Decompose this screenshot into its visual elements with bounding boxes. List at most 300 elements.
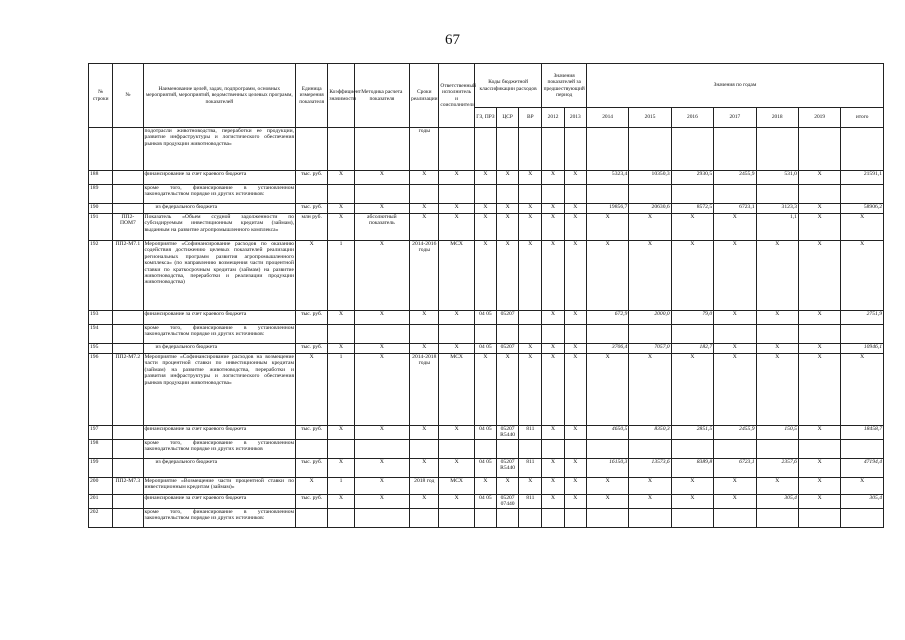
year-value-cell: 7057,0: [629, 344, 671, 354]
year-value-cell: [798, 128, 840, 171]
prev-2013-cell: X: [564, 344, 586, 354]
code-csr-cell: 05207: [496, 344, 518, 354]
prev-2012-cell: [542, 440, 564, 459]
name-cell: Мероприятие «Софинансирование расходов по оказанию содействия достижению целевых показателей реализации региональных программ развития агропромышленного комплекса» (по направлению возмещения части процентной ставки по краткосрочным кредитам (займам) на развитие животноводства, переработки и реализации продукции животноводства): [143, 241, 296, 311]
year-value-cell: X: [586, 214, 628, 241]
terms-cell: X: [410, 426, 439, 440]
terms-cell: X: [410, 311, 439, 325]
year-value-cell: [586, 325, 628, 344]
header-code-col: ГЗ, ПРЗ: [474, 108, 496, 128]
year-value-cell: 4650,5: [586, 426, 628, 440]
table-row: [89, 426, 884, 440]
year-value-cell: [671, 325, 713, 344]
code-gz-cell: 04 05: [474, 459, 496, 478]
year-value-cell: [586, 128, 628, 171]
year-value-cell: X: [756, 241, 798, 311]
header-method: Методика расчета показателя: [354, 64, 410, 128]
coefficient-cell: [328, 128, 354, 171]
year-value-cell: X: [586, 495, 628, 509]
year-value-cell: X: [798, 214, 840, 241]
year-value-cell: X: [671, 241, 713, 311]
item-code-cell: [113, 344, 143, 354]
prev-2012-cell: X: [542, 241, 564, 311]
item-code-cell: [113, 440, 143, 459]
code-gz-cell: 04 05: [474, 344, 496, 354]
table-row: [89, 344, 884, 354]
year-value-cell: [586, 440, 628, 459]
code-gz-cell: [474, 509, 496, 528]
year-value-cell: X: [671, 478, 713, 495]
terms-cell: [410, 440, 439, 459]
header-row-number: № строки: [89, 64, 113, 128]
code-gz-cell: [474, 440, 496, 459]
prev-2013-cell: [564, 440, 586, 459]
coefficient-cell: X: [328, 214, 354, 241]
responsible-cell: [439, 325, 474, 344]
coefficient-cell: [328, 325, 354, 344]
year-value-cell: 13573,6: [629, 459, 671, 478]
coefficient-cell: [328, 509, 354, 528]
code-csr-cell: X: [496, 214, 518, 241]
responsible-cell: МСХ: [439, 354, 474, 426]
code-gz-cell: 04 05: [474, 495, 496, 509]
coefficient-cell: 1: [328, 241, 354, 311]
terms-cell: [410, 509, 439, 528]
prev-2013-cell: X: [564, 204, 586, 214]
unit-cell: [296, 185, 328, 204]
header-coefficient: Коэффициент значимости: [328, 64, 354, 128]
item-code-cell: [113, 509, 143, 528]
name-cell: финансирование за счет краевого бюджета: [143, 171, 296, 185]
responsible-cell: X: [439, 311, 474, 325]
row-number-cell: 190: [89, 204, 113, 214]
coefficient-cell: X: [328, 495, 354, 509]
code-csr-cell: 05207 R5440: [496, 459, 518, 478]
coefficient-cell: X: [328, 344, 354, 354]
item-code-cell: [113, 204, 143, 214]
year-value-cell: [798, 440, 840, 459]
year-value-cell: 2455,9: [714, 426, 756, 440]
prev-2013-cell: X: [564, 311, 586, 325]
year-value-cell: 47194,4: [841, 459, 884, 478]
coefficient-cell: 1: [328, 354, 354, 426]
table-body: [89, 128, 884, 528]
year-value-cell: 2930,5: [671, 171, 713, 185]
year-value-cell: X: [756, 354, 798, 426]
year-value-cell: X: [798, 354, 840, 426]
responsible-cell: X: [439, 171, 474, 185]
item-code-cell: [113, 311, 143, 325]
terms-cell: 2018 год: [410, 478, 439, 495]
year-value-cell: 305,4: [756, 495, 798, 509]
code-gz-cell: X: [474, 478, 496, 495]
coefficient-cell: X: [328, 171, 354, 185]
unit-cell: X: [296, 354, 328, 426]
method-cell: [354, 185, 410, 204]
year-value-cell: [586, 185, 628, 204]
row-number-cell: 191: [89, 214, 113, 241]
code-gz-cell: [474, 128, 496, 171]
prev-2013-cell: X: [564, 495, 586, 509]
name-cell: финансирование за счет краевого бюджета: [143, 495, 296, 509]
terms-cell: X: [410, 495, 439, 509]
header-previous-period: Значения показателей за предшествующий период: [542, 64, 586, 108]
item-code-cell: [113, 128, 143, 171]
row-number-cell: 193: [89, 311, 113, 325]
responsible-cell: [439, 440, 474, 459]
year-value-cell: X: [841, 478, 884, 495]
code-csr-cell: [496, 185, 518, 204]
prev-2013-cell: X: [564, 354, 586, 426]
coefficient-cell: [328, 185, 354, 204]
year-value-cell: [798, 185, 840, 204]
code-vr-cell: X: [519, 241, 542, 311]
year-value-cell: 8350,3: [629, 426, 671, 440]
header-number: №: [113, 64, 143, 128]
row-number-cell: 198: [89, 440, 113, 459]
year-value-cell: X: [714, 478, 756, 495]
year-value-cell: [756, 440, 798, 459]
code-csr-cell: X: [496, 354, 518, 426]
method-cell: X: [354, 459, 410, 478]
header-responsible: Ответственный исполнитель и соисполнители: [439, 64, 474, 128]
item-code-cell: [113, 459, 143, 478]
code-csr-cell: [496, 509, 518, 528]
item-code-cell: ПП2-ПОМ7: [113, 214, 143, 241]
year-value-cell: X: [714, 311, 756, 325]
prev-2012-cell: X: [542, 344, 564, 354]
method-cell: X: [354, 354, 410, 426]
terms-cell: [410, 185, 439, 204]
code-vr-cell: X: [519, 171, 542, 185]
year-value-cell: 10350,3: [629, 171, 671, 185]
method-cell: X: [354, 204, 410, 214]
code-csr-cell: [496, 128, 518, 171]
method-cell: X: [354, 426, 410, 440]
unit-cell: млн руб.: [296, 214, 328, 241]
prev-2012-cell: X: [542, 459, 564, 478]
terms-cell: X: [410, 204, 439, 214]
unit-cell: X: [296, 241, 328, 311]
table-row: [89, 459, 884, 478]
header-prev-year: 2013: [564, 108, 586, 128]
code-vr-cell: 811: [519, 495, 542, 509]
terms-cell: X: [410, 459, 439, 478]
year-value-cell: [671, 128, 713, 171]
header-year: итого: [841, 108, 884, 128]
method-cell: X: [354, 171, 410, 185]
year-value-cell: 21591,1: [841, 171, 884, 185]
item-code-cell: ПП2-М7.2: [113, 354, 143, 426]
year-value-cell: 2751,9: [841, 311, 884, 325]
terms-cell: X: [410, 344, 439, 354]
code-vr-cell: X: [519, 214, 542, 241]
year-value-cell: X: [671, 495, 713, 509]
prev-2012-cell: X: [542, 478, 564, 495]
responsible-cell: X: [439, 204, 474, 214]
item-code-cell: ПП2-М7.3: [113, 478, 143, 495]
method-cell: [354, 325, 410, 344]
name-cell: из федерального бюджета: [143, 344, 296, 354]
code-vr-cell: X: [519, 204, 542, 214]
prev-2012-cell: X: [542, 495, 564, 509]
year-value-cell: 150,5: [756, 426, 798, 440]
method-cell: [354, 509, 410, 528]
year-value-cell: X: [629, 495, 671, 509]
year-value-cell: X: [586, 354, 628, 426]
year-value-cell: 58906,2: [841, 204, 884, 214]
prev-2013-cell: X: [564, 459, 586, 478]
name-cell: финансирование за счет краевого бюджета: [143, 426, 296, 440]
prev-2012-cell: X: [542, 214, 564, 241]
year-value-cell: X: [798, 171, 840, 185]
code-vr-cell: [519, 185, 542, 204]
prev-2012-cell: [542, 325, 564, 344]
code-csr-cell: X: [496, 171, 518, 185]
row-number-cell: 188: [89, 171, 113, 185]
name-cell: Мероприятие «Софинансирование расходов на возмещение части процентной ставки по инвестиционным кредитам (займам) на развитие животноводства, переработки и развития инфраструктуры и логистического обеспечения рынков продукции животноводства»: [143, 354, 296, 426]
code-vr-cell: X: [519, 354, 542, 426]
year-value-cell: 672,9: [586, 311, 628, 325]
coefficient-cell: 1: [328, 478, 354, 495]
table-row: [89, 185, 884, 204]
prev-2013-cell: [564, 509, 586, 528]
code-vr-cell: X: [519, 344, 542, 354]
prev-2013-cell: X: [564, 426, 586, 440]
prev-2013-cell: [564, 325, 586, 344]
code-csr-cell: 05207 R5440: [496, 426, 518, 440]
code-vr-cell: [519, 509, 542, 528]
year-value-cell: 3706,4: [586, 344, 628, 354]
header-unit: Единица измерения показателя: [296, 64, 328, 128]
year-value-cell: 2357,6: [756, 459, 798, 478]
year-value-cell: X: [798, 459, 840, 478]
coefficient-cell: X: [328, 426, 354, 440]
code-gz-cell: 04 05: [474, 426, 496, 440]
row-number-cell: 195: [89, 344, 113, 354]
prev-2012-cell: X: [542, 204, 564, 214]
year-value-cell: 6723,1: [714, 459, 756, 478]
method-cell: [354, 440, 410, 459]
code-gz-cell: X: [474, 171, 496, 185]
header-year: 2017: [714, 108, 756, 128]
code-csr-cell: [496, 325, 518, 344]
year-value-cell: X: [798, 241, 840, 311]
method-cell: X: [354, 311, 410, 325]
coefficient-cell: [328, 440, 354, 459]
row-number-cell: 197: [89, 426, 113, 440]
row-number-cell: 200: [89, 478, 113, 495]
row-number-cell: 192: [89, 241, 113, 311]
header-year: 2018: [756, 108, 798, 128]
name-cell: подотрасли животноводства, переработки ее продукции, развитие инфраструктуры и логистического обеспечения рынков продукции животноводства»: [143, 128, 296, 171]
name-cell: из федерального бюджета: [143, 204, 296, 214]
year-value-cell: X: [756, 478, 798, 495]
table-row: [89, 478, 884, 495]
year-value-cell: [798, 325, 840, 344]
method-cell: X: [354, 495, 410, 509]
table-row: [89, 241, 884, 311]
code-vr-cell: [519, 325, 542, 344]
prev-2012-cell: X: [542, 426, 564, 440]
header-year: 2016: [671, 108, 713, 128]
terms-cell: 2014-2018 годы: [410, 354, 439, 426]
responsible-cell: X: [439, 426, 474, 440]
year-value-cell: [629, 440, 671, 459]
responsible-cell: X: [439, 495, 474, 509]
unit-cell: тыс. руб.: [296, 344, 328, 354]
unit-cell: [296, 440, 328, 459]
year-value-cell: X: [714, 344, 756, 354]
year-value-cell: [671, 509, 713, 528]
unit-cell: тыс. руб.: [296, 426, 328, 440]
code-gz-cell: X: [474, 241, 496, 311]
year-value-cell: X: [629, 241, 671, 311]
year-value-cell: [756, 325, 798, 344]
header-year: 2019: [798, 108, 840, 128]
page-number: 67: [445, 32, 460, 48]
unit-cell: тыс. руб.: [296, 204, 328, 214]
method-cell: [354, 128, 410, 171]
year-value-cell: [671, 440, 713, 459]
unit-cell: X: [296, 478, 328, 495]
year-value-cell: 6723,1: [714, 204, 756, 214]
header-prev-year: 2012: [542, 108, 564, 128]
year-value-cell: [714, 185, 756, 204]
responsible-cell: X: [439, 344, 474, 354]
method-cell: X: [354, 478, 410, 495]
code-gz-cell: X: [474, 214, 496, 241]
table-row: [89, 325, 884, 344]
terms-cell: годы: [410, 128, 439, 171]
prev-2013-cell: [564, 128, 586, 171]
year-value-cell: X: [841, 214, 884, 241]
year-value-cell: X: [629, 354, 671, 426]
terms-cell: 2014-2016 годы: [410, 241, 439, 311]
table-header: [89, 64, 884, 128]
table-row: [89, 440, 884, 459]
unit-cell: тыс. руб.: [296, 171, 328, 185]
year-value-cell: [841, 509, 884, 528]
year-value-cell: 2851,5: [671, 426, 713, 440]
responsible-cell: [439, 509, 474, 528]
row-number-cell: 199: [89, 459, 113, 478]
year-value-cell: 79,0: [671, 311, 713, 325]
code-vr-cell: [519, 311, 542, 325]
code-gz-cell: [474, 325, 496, 344]
prev-2013-cell: [564, 185, 586, 204]
table-row: [89, 204, 884, 214]
code-csr-cell: X: [496, 241, 518, 311]
year-value-cell: X: [798, 426, 840, 440]
year-value-cell: [671, 185, 713, 204]
coefficient-cell: X: [328, 311, 354, 325]
prev-2013-cell: X: [564, 241, 586, 311]
year-value-cell: X: [841, 354, 884, 426]
year-value-cell: [629, 128, 671, 171]
row-number-cell: 196: [89, 354, 113, 426]
year-value-cell: [714, 325, 756, 344]
year-value-cell: 20630,6: [629, 204, 671, 214]
year-value-cell: X: [629, 478, 671, 495]
year-value-cell: [756, 509, 798, 528]
responsible-cell: [439, 128, 474, 171]
table-row: [89, 311, 884, 325]
year-value-cell: 8389,8: [671, 459, 713, 478]
code-gz-cell: [474, 185, 496, 204]
prev-2013-cell: X: [564, 214, 586, 241]
code-csr-cell: 05207 07440: [496, 495, 518, 509]
responsible-cell: X: [439, 459, 474, 478]
code-gz-cell: X: [474, 204, 496, 214]
year-value-cell: [714, 128, 756, 171]
prev-2012-cell: X: [542, 311, 564, 325]
unit-cell: тыс. руб.: [296, 311, 328, 325]
code-csr-cell: X: [496, 478, 518, 495]
year-value-cell: [756, 128, 798, 171]
unit-cell: тыс. руб.: [296, 459, 328, 478]
unit-cell: [296, 128, 328, 171]
unit-cell: тыс. руб.: [296, 495, 328, 509]
year-value-cell: [629, 185, 671, 204]
responsible-cell: МСХ: [439, 478, 474, 495]
header-year: 2015: [629, 108, 671, 128]
item-code-cell: [113, 185, 143, 204]
table-row: [89, 171, 884, 185]
name-cell: Мероприятие «Возмещение части процентной ставки по инвестиционным кредитам (займам)»: [143, 478, 296, 495]
year-value-cell: [629, 509, 671, 528]
code-vr-cell: [519, 440, 542, 459]
coefficient-cell: X: [328, 459, 354, 478]
code-csr-cell: [496, 440, 518, 459]
year-value-cell: [756, 185, 798, 204]
name-cell: Показатель «Объем ссудной задолженности по субсидируемым инвестиционным кредитам (займам), выданным на развитие агропромышленного комплекса»: [143, 214, 296, 241]
year-value-cell: X: [714, 354, 756, 426]
year-value-cell: [841, 440, 884, 459]
year-value-cell: [841, 185, 884, 204]
prev-2012-cell: [542, 509, 564, 528]
item-code-cell: ПП2-М7.1: [113, 241, 143, 311]
prev-2013-cell: X: [564, 171, 586, 185]
name-cell: кроме того, финансирование в установленном законодательством порядке из других источников:: [143, 325, 296, 344]
table-row: [89, 128, 884, 171]
prev-2013-cell: X: [564, 478, 586, 495]
table-row: [89, 214, 884, 241]
row-number-cell: 201: [89, 495, 113, 509]
table-row: [89, 354, 884, 426]
name-cell: кроме того, финансирование в установленном законодательством порядке из других источников: [143, 440, 296, 459]
unit-cell: [296, 509, 328, 528]
terms-cell: [410, 325, 439, 344]
year-value-cell: [629, 325, 671, 344]
table-row: [89, 509, 884, 528]
code-gz-cell: 04 05: [474, 311, 496, 325]
header-terms: Сроки реализации: [410, 64, 439, 128]
year-value-cell: X: [671, 354, 713, 426]
program-table: [88, 63, 884, 528]
year-value-cell: X: [798, 204, 840, 214]
year-value-cell: 182,7: [671, 344, 713, 354]
year-value-cell: 10946,1: [841, 344, 884, 354]
unit-cell: [296, 325, 328, 344]
year-value-cell: 305,4: [841, 495, 884, 509]
header-code-col: ЦСР: [496, 108, 518, 128]
header-year: 2014: [586, 108, 628, 128]
prev-2012-cell: X: [542, 354, 564, 426]
year-value-cell: [586, 509, 628, 528]
item-code-cell: [113, 495, 143, 509]
code-csr-cell: 05207: [496, 311, 518, 325]
